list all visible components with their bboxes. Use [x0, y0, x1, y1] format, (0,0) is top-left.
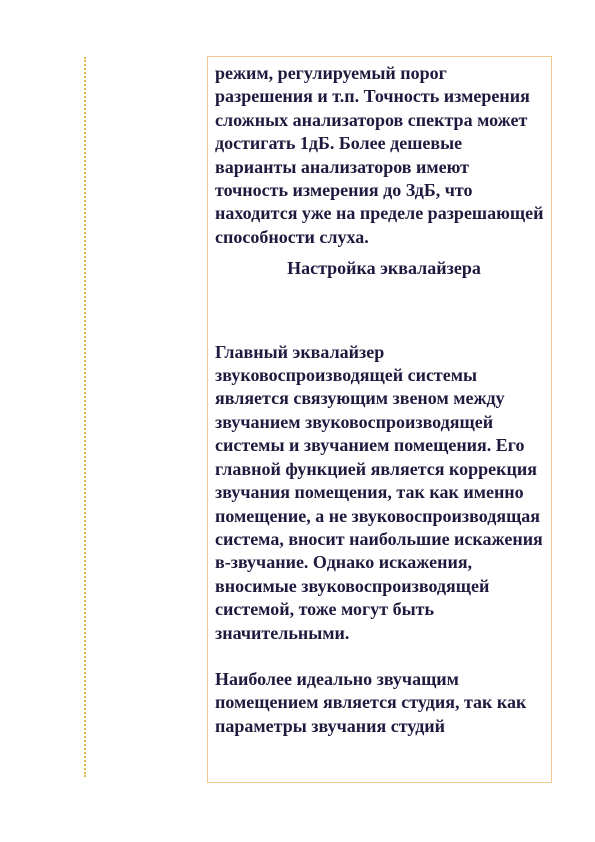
document-content — [215, 62, 545, 738]
spacer — [215, 281, 545, 341]
spacer — [215, 645, 545, 668]
section-heading: Настройка эквалайзера — [287, 258, 481, 279]
paragraph-1: режим, регулируемый порог разрешения и т.п. Точность измерения сложных анализаторов спектра может достигать 1дБ. Более дешевые варианты анализаторов имеют точность измерения до ЗдБ, что находится уже на пределе разрешающей способности слуха. — [215, 63, 544, 247]
paragraph-3: Наиболее идеально звучащим помещением является студия, так как параметры звучания студий — [215, 668, 527, 736]
left-margin-dotted-rule — [84, 57, 86, 777]
paragraph-2: Главный эквалайзер звуковоспроизводящей системы является связующим звеном между звучанием звуковоспроизводящей системы и звучанием помещения. Его главной функцией является коррекция звучания помещения, так как именно помещение, а не звуковоспроизводящая система, вносит наибольшие искажения в-звучание. Однако искажения, вносимые звуковоспроизводящей системой, тоже могут быть значительными. — [215, 341, 543, 643]
